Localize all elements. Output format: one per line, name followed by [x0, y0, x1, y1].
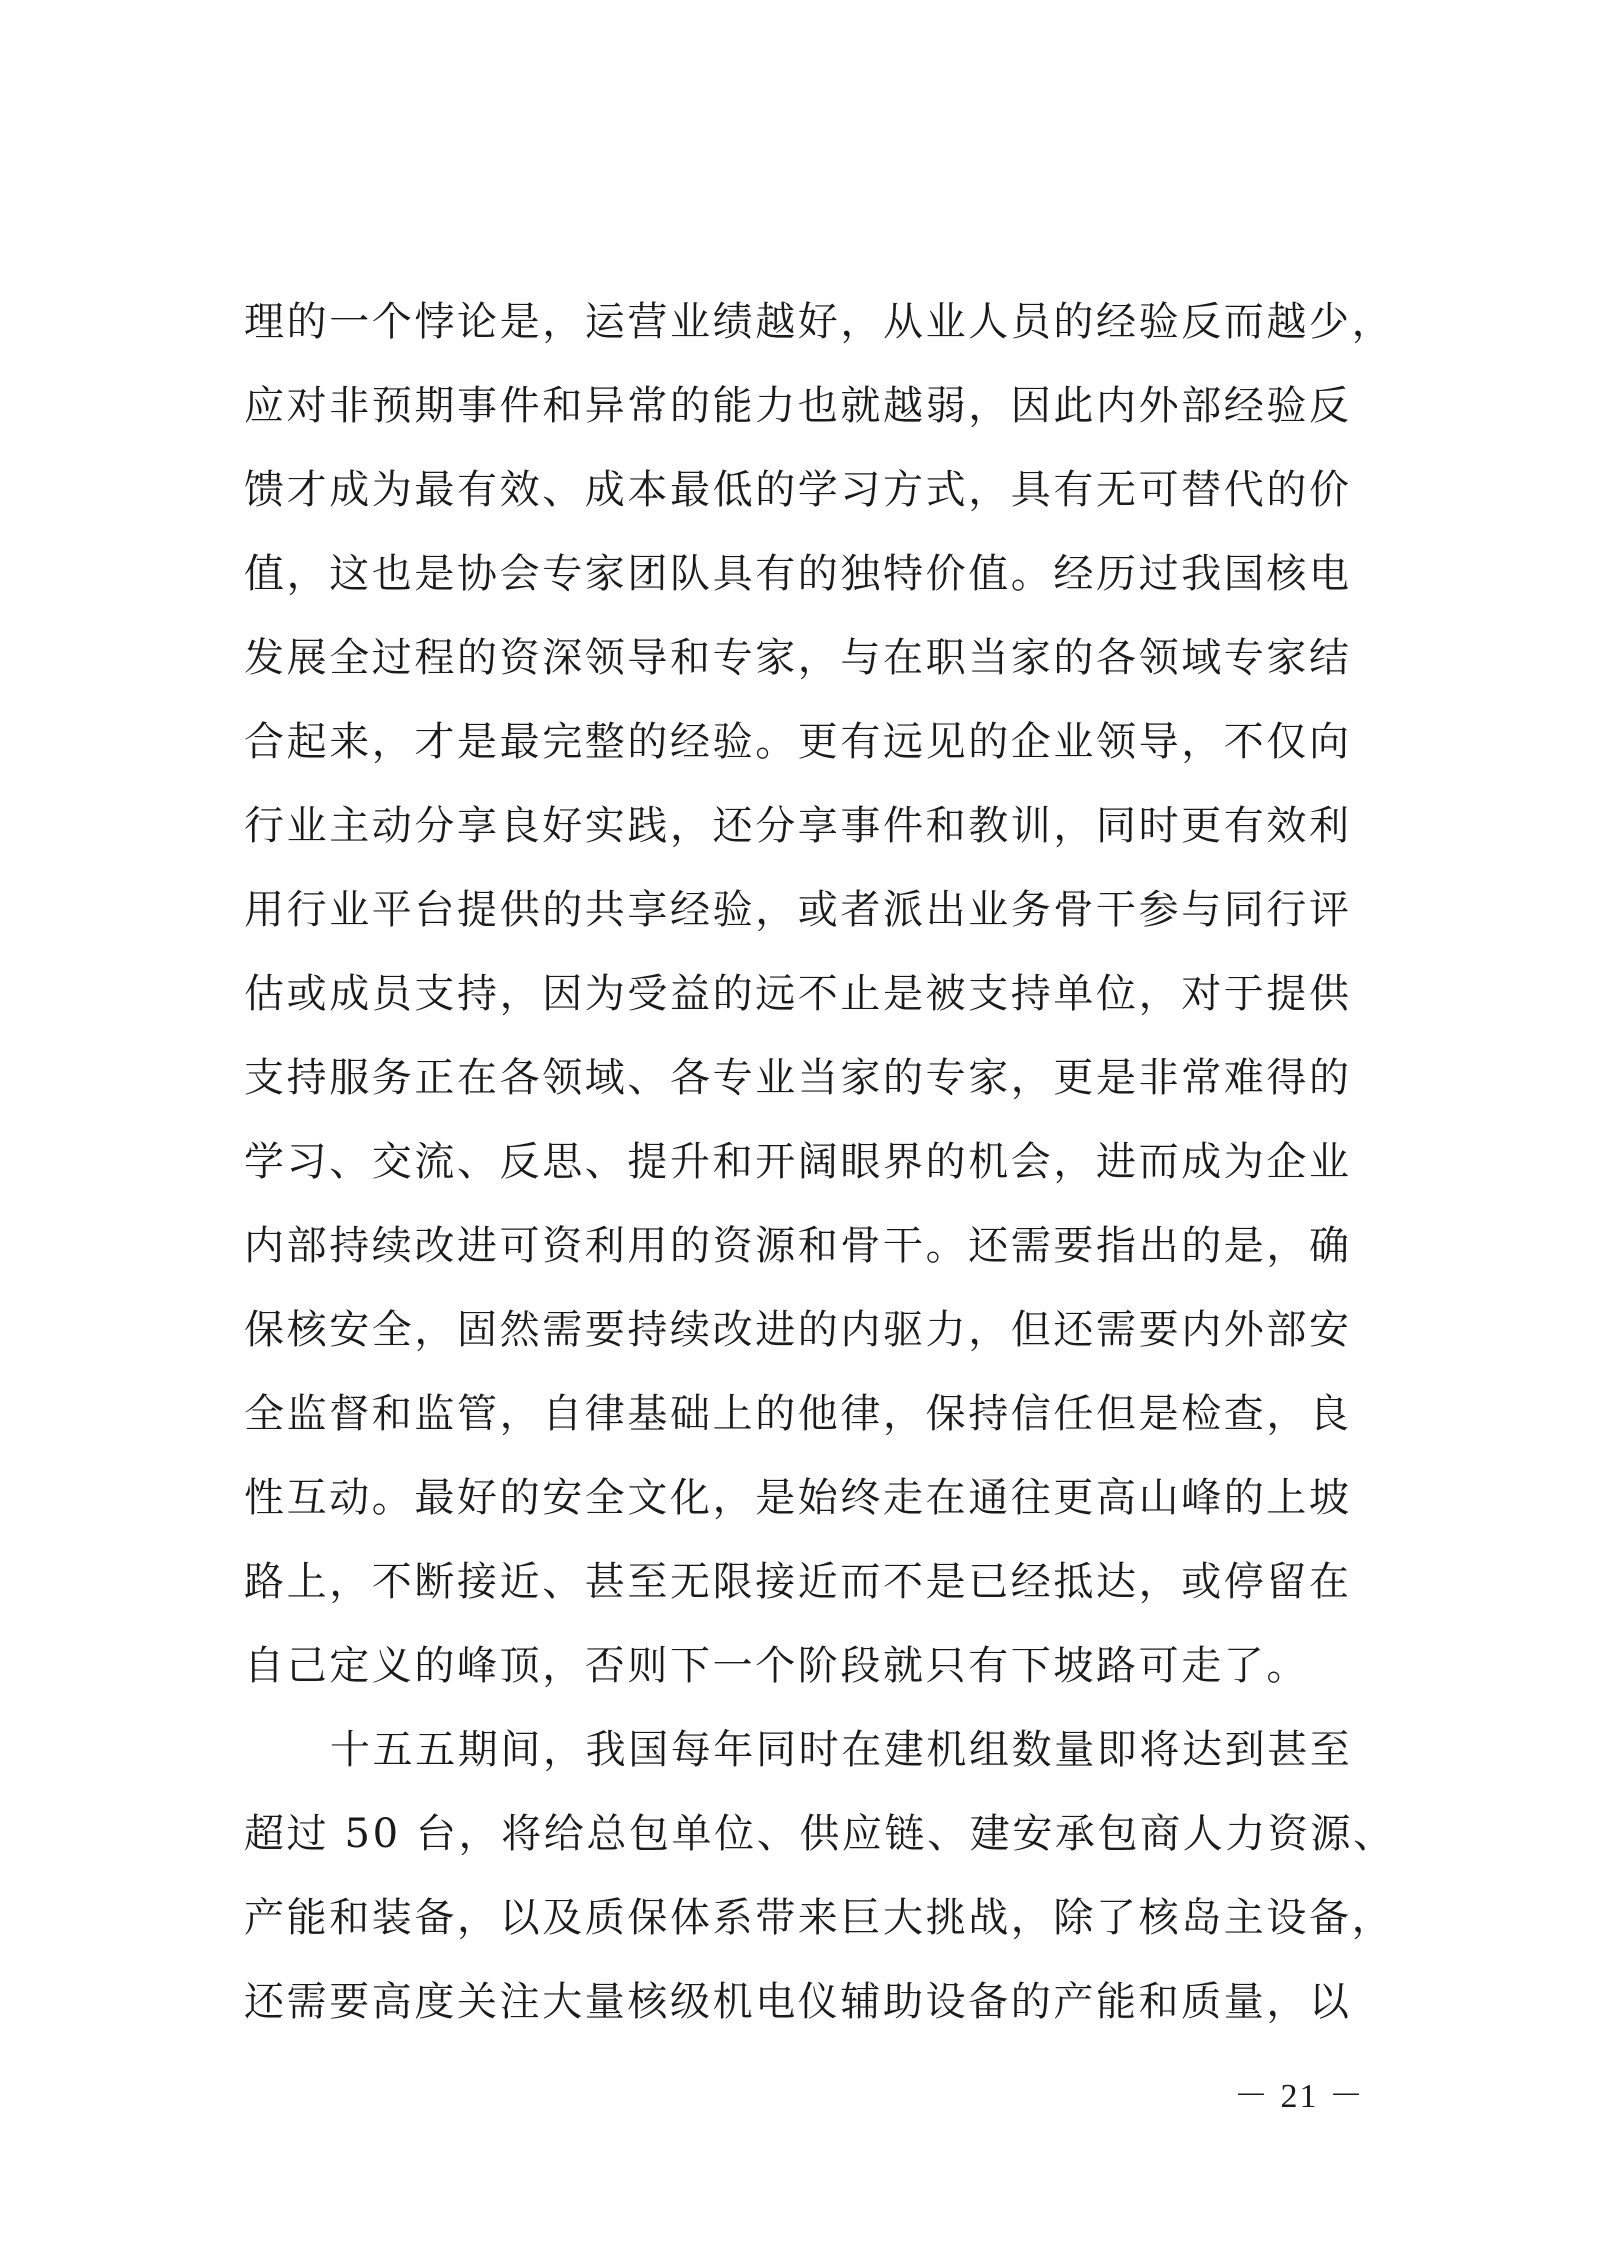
text-line: 合起来，才是最完整的经验。更有远见的企业领导，不仅向 [244, 719, 1352, 765]
text-line: 用行业平台提供的共享经验，或者派出业务骨干参与同行评 [244, 887, 1352, 933]
page-number: － 21 － [1234, 2078, 1365, 2115]
text-line: 保核安全，固然需要持续改进的内驱力，但还需要内外部安 [244, 1307, 1352, 1353]
text-line: 应对非预期事件和异常的能力也就越弱，因此内外部经验反 [244, 383, 1352, 429]
text-line: 性互动。最好的安全文化，是始终走在通往更高山峰的上坡 [244, 1475, 1352, 1521]
text-line: 支持服务正在各领域、各专业当家的专家，更是非常难得的 [244, 1055, 1352, 1101]
text-line: 自己定义的峰顶，否则下一个阶段就只有下坡路可走了。 [244, 1643, 1309, 1689]
text-line: 超过 50 台，将给总包单位、供应链、建安承包商人力资源、 [244, 1811, 1396, 1857]
body-text [244, 280, 1396, 2044]
paragraph-start-line: 十五五期间，我国每年同时在建机组数量即将达到甚至 [330, 1727, 1353, 1773]
text-line: 馈才成为最有效、成本最低的学习方式，具有无可替代的价 [244, 467, 1352, 513]
text-line: 全监督和监管，自律基础上的他律，保持信任但是检查，良 [244, 1391, 1352, 1437]
text-line: 产能和装备，以及质保体系带来巨大挑战，除了核岛主设备， [244, 1895, 1395, 1941]
text-line: 路上，不断接近、甚至无限接近而不是已经抵达，或停留在 [244, 1559, 1352, 1605]
text-line: 还需要高度关注大量核级机电仪辅助设备的产能和质量，以 [244, 1979, 1352, 2025]
text-line: 发展全过程的资深领导和专家，与在职当家的各领域专家结 [244, 635, 1352, 681]
text-line: 学习、交流、反思、提升和开阔眼界的机会，进而成为企业 [244, 1139, 1352, 1185]
text-line: 理的一个悖论是，运营业绩越好，从业人员的经验反而越少， [244, 299, 1395, 345]
text-line: 内部持续改进可资利用的资源和骨干。还需要指出的是，确 [244, 1223, 1352, 1269]
text-line: 值，这也是协会专家团队具有的独特价值。经历过我国核电 [244, 551, 1352, 597]
text-line: 估或成员支持，因为受益的远不止是被支持单位，对于提供 [244, 971, 1352, 1017]
text-line: 行业主动分享良好实践，还分享事件和教训，同时更有效利 [244, 803, 1352, 849]
